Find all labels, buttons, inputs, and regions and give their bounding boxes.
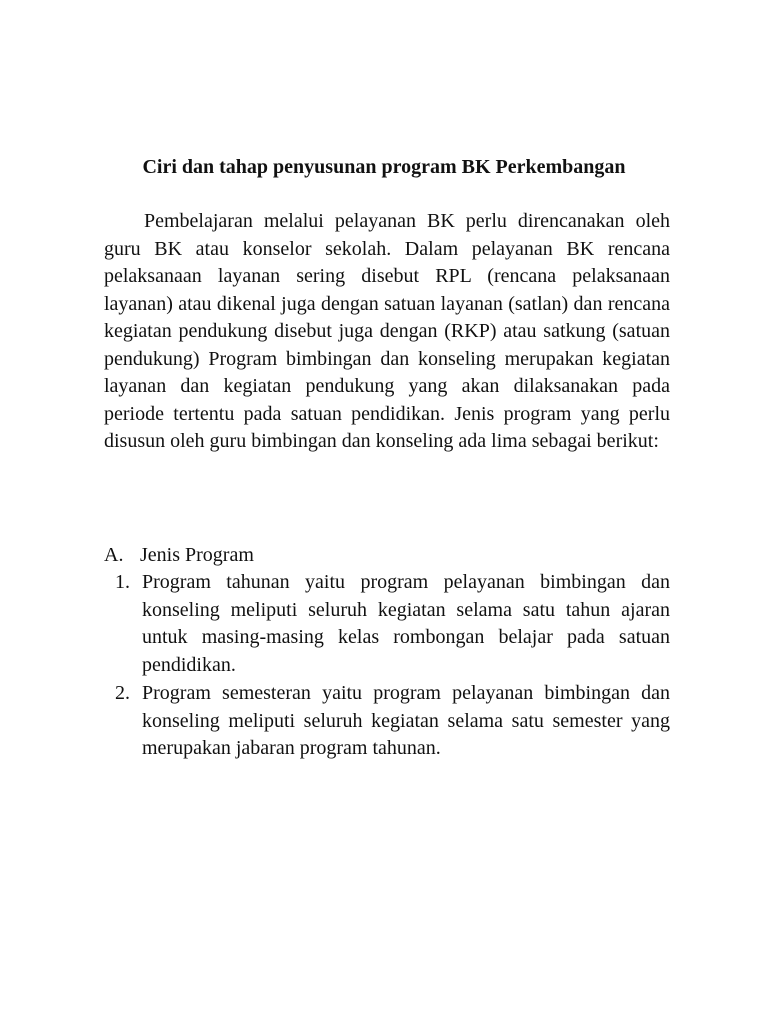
- list-item-1-text: Program tahunan yaitu program pelayanan bimbingan dan konseling meliputi seluruh kegiatan selama satu tahun ajaran untuk masing-masing kelas rombongan belajar pada satuan pendidikan.: [142, 571, 670, 676]
- section-heading: [104, 541, 254, 569]
- list-item-1-marker: 1.: [115, 571, 130, 593]
- section-marker: A.: [104, 544, 124, 566]
- list-item-2: [115, 680, 670, 763]
- document-title: Ciri dan tahap penyusunan program BK Perkembangan: [142, 156, 626, 178]
- list-item-2-marker: 2.: [115, 682, 130, 704]
- list-item-2-text: Program semesteran yaitu program pelayanan bimbingan dan konseling meliputi seluruh kegiatan selama satu semester yang merupakan jabaran program tahunan.: [142, 682, 670, 759]
- section-heading-text: Jenis Program: [140, 544, 254, 566]
- list-item-1: [115, 569, 670, 679]
- intro-paragraph: Pembelajaran melalui pelayanan BK perlu direncanakan oleh guru BK atau konselor sekolah. Dalam pelayanan BK rencana pelaksanaan layanan sering disebut RPL (rencana pelaksanaan layanan) atau dikenal juga dengan satuan layanan (satlan) dan rencana kegiatan pendukung disebut juga dengan (RKP) atau satkung (satuan pendukung) Program bimbingan dan konseling merupakan kegiatan layanan dan kegiatan pendukung yang akan dilaksanakan pada periode tertentu pada satuan pendidikan. Jenis program yang perlu disusun oleh guru bimbingan dan konseling ada lima sebagai berikut:: [104, 210, 670, 452]
